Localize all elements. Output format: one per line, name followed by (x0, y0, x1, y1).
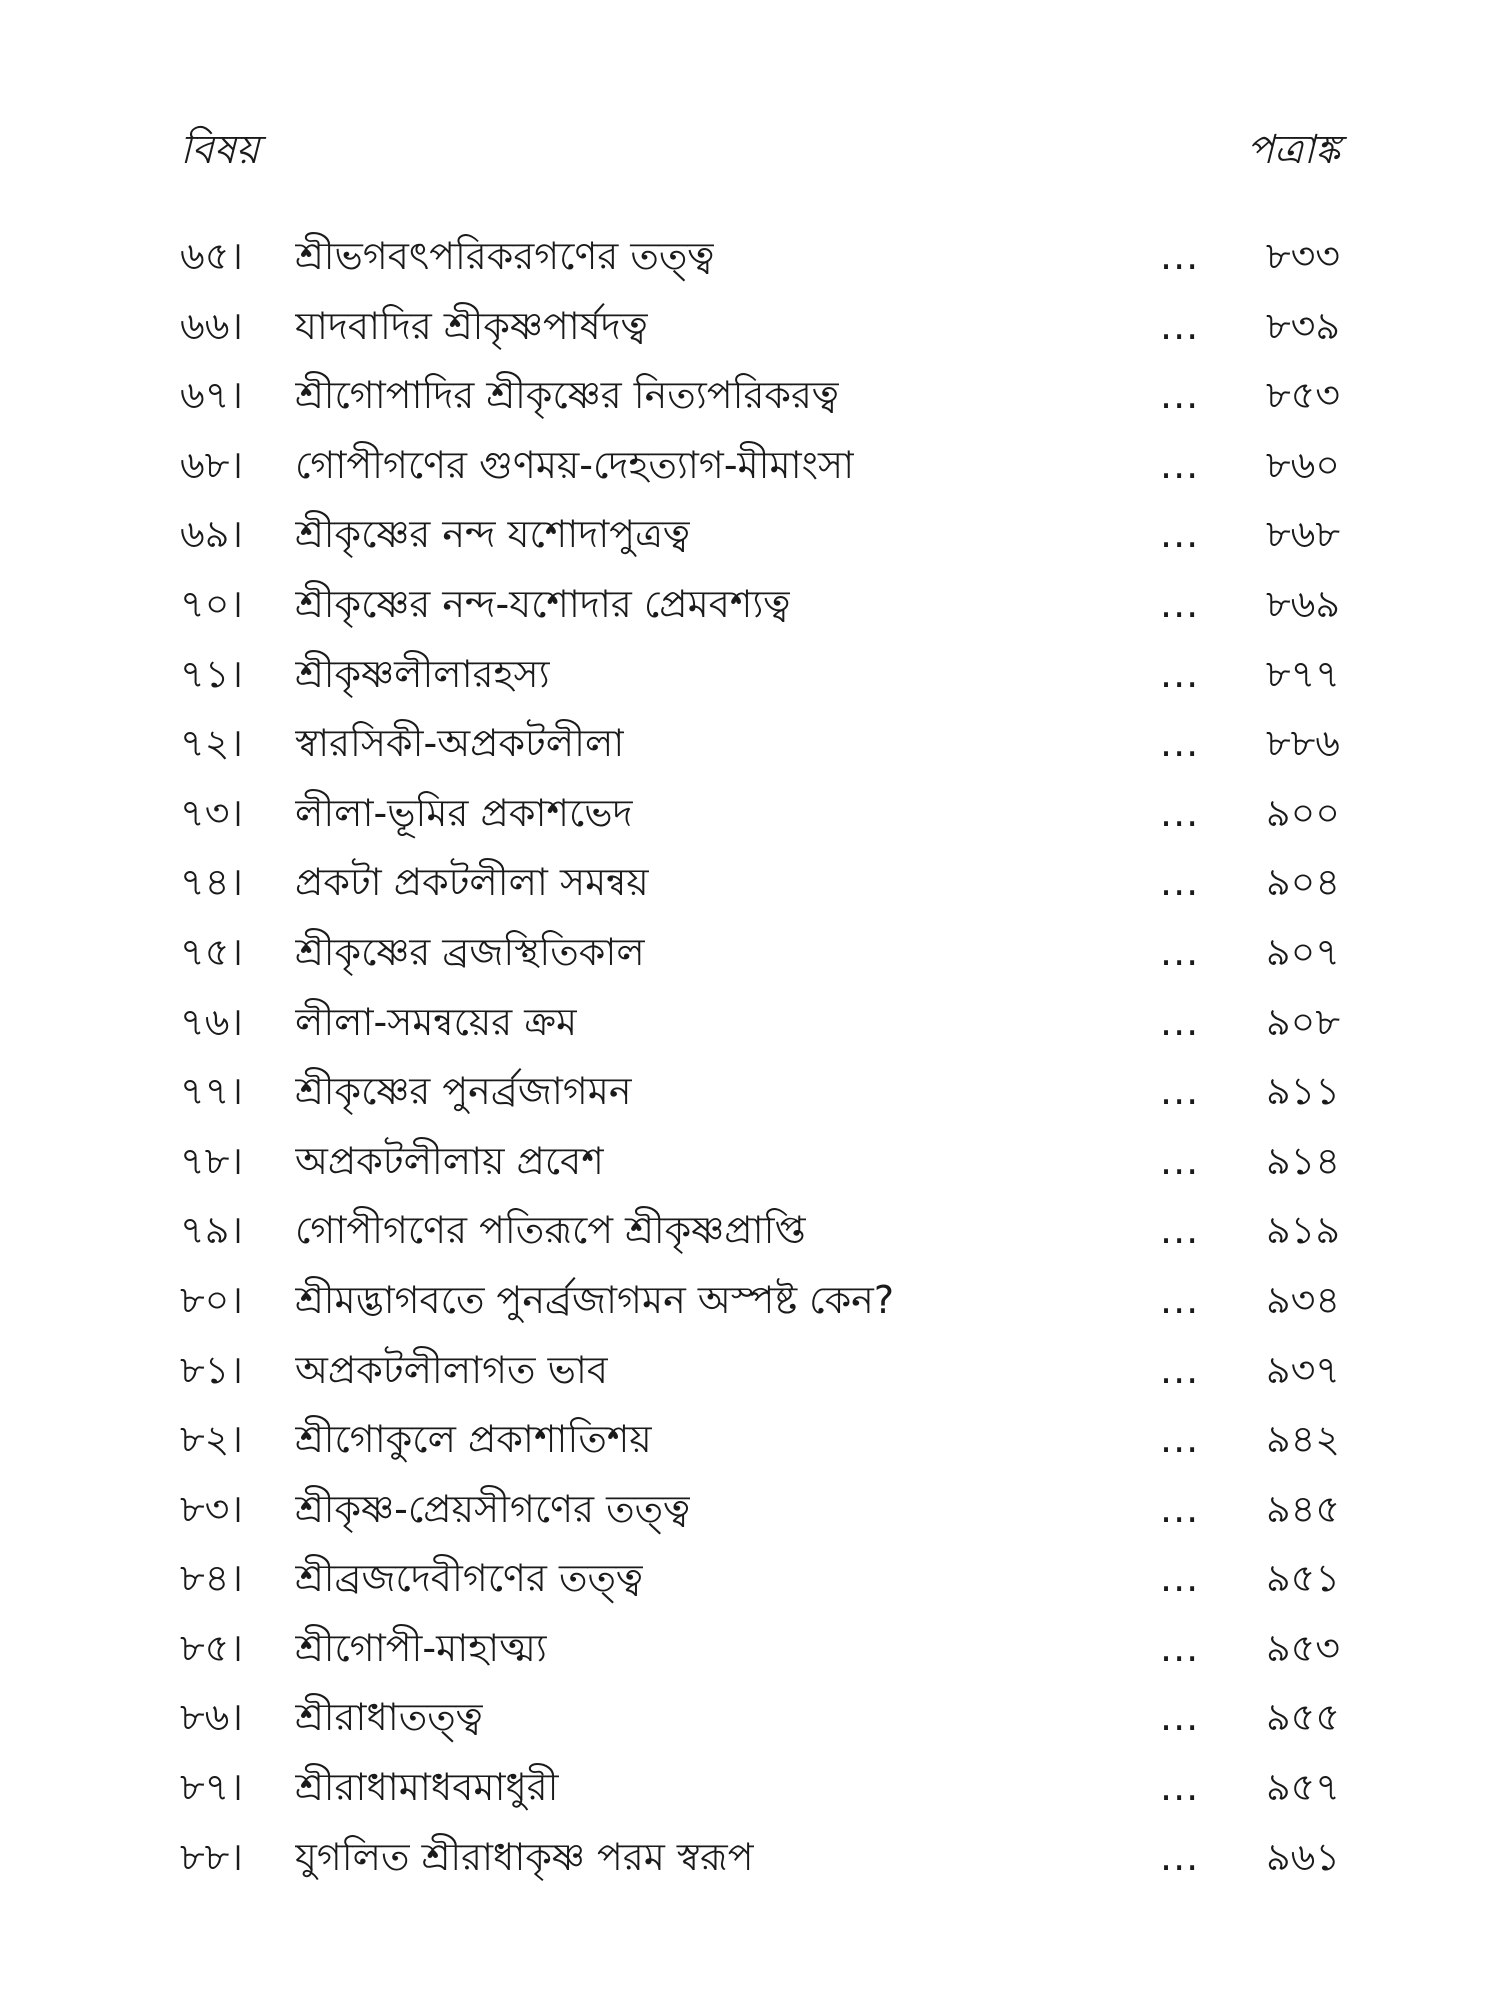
entry-page-number: ৯৩৪ (1265, 1277, 1340, 1322)
entry-page-number: ৮৮৬ (1265, 721, 1340, 766)
entry-leader-dots: ... (1160, 1486, 1200, 1531)
entry-page-number: ৮৬৮ (1265, 512, 1340, 557)
entry-number: ৭৬। (180, 999, 244, 1044)
entry-leader-dots: ... (1160, 1069, 1200, 1114)
toc-entry (180, 709, 1340, 779)
toc-entry (180, 431, 1340, 501)
entry-number: ৭৩। (180, 790, 244, 835)
toc-entry (180, 1823, 1340, 1893)
entry-leader-dots: ... (1160, 929, 1200, 974)
entry-number: ৭৯। (180, 1208, 243, 1253)
entry-leader-dots: ... (1160, 1347, 1200, 1392)
entry-number: ৮৬। (180, 1695, 243, 1740)
entry-leader-dots: ... (1160, 1556, 1200, 1601)
toc-entry (180, 779, 1340, 849)
entry-title: অপ্রকটলীলাগত ভাব (295, 1347, 609, 1392)
entry-leader-dots: ... (1160, 442, 1200, 487)
toc-entry (180, 1614, 1340, 1684)
toc-entry (180, 988, 1340, 1058)
toc-entry (180, 1544, 1340, 1614)
toc-header (180, 118, 1340, 178)
entry-title: অপ্রকটলীলায় প্রবেশ (295, 1138, 604, 1183)
entry-leader-dots: ... (1160, 790, 1200, 835)
entry-title: শ্রীরাধামাধবমাধুরী (295, 1765, 559, 1810)
entry-leader-dots: ... (1160, 1765, 1200, 1810)
entry-leader-dots: ... (1160, 303, 1200, 348)
entry-title: প্রকটা প্রকটলীলা সমন্বয় (295, 860, 649, 905)
entry-page-number: ৯৫৩ (1265, 1625, 1340, 1670)
entry-title: শ্রীগোকুলে প্রকাশাতিশয় (295, 1417, 652, 1462)
toc-entry (180, 1475, 1340, 1545)
toc-entry (180, 570, 1340, 640)
entry-number: ৮৭। (180, 1765, 243, 1810)
entry-number: ৮৩। (180, 1486, 243, 1531)
toc-entry (180, 361, 1340, 431)
entry-title: লীলা-ভূমির প্রকাশভেদ (295, 790, 633, 835)
entry-number: ৬৫। (180, 234, 243, 278)
toc-entry (180, 848, 1340, 918)
entry-title: শ্রীকৃষ্ণের নন্দ যশোদাপুত্রত্ব (295, 512, 691, 557)
entry-number: ৮৪। (180, 1556, 243, 1601)
entry-number: ৭১। (180, 651, 243, 696)
entry-page-number: ৯৪২ (1265, 1417, 1340, 1462)
entry-number: ৭৭। (180, 1069, 244, 1114)
entry-leader-dots: ... (1160, 1417, 1200, 1462)
entry-title: শ্রীব্রজদেবীগণের তত্ত্ব (295, 1556, 644, 1601)
entry-title: শ্রীগোপী-মাহাত্ম্য (295, 1625, 547, 1670)
entry-number: ৬৭। (180, 373, 244, 418)
entry-leader-dots: ... (1160, 234, 1200, 278)
entry-number: ৭৪। (180, 860, 243, 905)
entry-page-number: ৯০৭ (1265, 929, 1340, 974)
toc-entry (180, 222, 1340, 292)
entry-page-number: ৯১৪ (1266, 1138, 1340, 1183)
entry-leader-dots: ... (1160, 1277, 1200, 1322)
toc-entry (180, 500, 1340, 570)
entry-leader-dots: ... (1160, 581, 1200, 626)
entry-title: যুগলিত শ্রীরাধাকৃষ্ণ পরম স্বরূপ (295, 1834, 754, 1879)
toc-entry (180, 918, 1340, 988)
entry-title: শ্রীকৃষ্ণলীলারহস্য (295, 651, 550, 696)
entry-page-number: ৯৬১ (1265, 1834, 1340, 1879)
entry-page-number: ৯৩৭ (1265, 1347, 1340, 1392)
entry-title: শ্রীকৃষ্ণের ব্রজস্থিতিকাল (295, 929, 645, 974)
entry-leader-dots: ... (1160, 1138, 1200, 1183)
entry-number: ৭০। (180, 581, 244, 626)
entry-title: যাদবাদির শ্রীকৃষ্ণপার্ষদত্ব (295, 303, 648, 348)
entry-number: ৬৮। (180, 442, 243, 487)
toc-entry (180, 1405, 1340, 1475)
entry-leader-dots: ... (1160, 373, 1200, 418)
entry-leader-dots: ... (1160, 999, 1200, 1044)
entry-title: লীলা-সমন্বয়ের ক্রম (295, 999, 578, 1044)
toc-entry (180, 1266, 1340, 1336)
entry-title: গোপীগণের গুণময়-দেহত্যাগ-মীমাংসা (295, 442, 855, 487)
entry-page-number: ৮৫৩ (1265, 373, 1340, 418)
subject-heading: বিষয় (180, 127, 260, 173)
entry-page-number: ৮৬০ (1265, 442, 1340, 487)
entry-page-number: ৮৬৯ (1265, 581, 1340, 626)
page-number-heading: পত্রাঙ্ক (1246, 127, 1340, 173)
table-of-contents (180, 222, 1340, 1892)
toc-entry (180, 1753, 1340, 1823)
entry-number: ৮০। (180, 1277, 243, 1322)
entry-title: গোপীগণের পতিরূপে শ্রীকৃষ্ণপ্রাপ্তি (295, 1208, 806, 1253)
entry-leader-dots: ... (1160, 1625, 1200, 1670)
toc-entry (180, 292, 1340, 362)
toc-entry (180, 640, 1340, 710)
entry-number: ৭৫। (180, 929, 243, 974)
entry-leader-dots: ... (1160, 651, 1200, 696)
entry-page-number: ৯০৮ (1265, 999, 1340, 1044)
toc-entry (180, 1683, 1340, 1753)
entry-number: ৭২। (180, 721, 244, 766)
entry-leader-dots: ... (1160, 1208, 1200, 1253)
entry-leader-dots: ... (1160, 721, 1200, 766)
entry-title: শ্রীকৃষ্ণের পুনর্ব্রজাগমন (295, 1069, 632, 1114)
entry-number: ৮৫। (180, 1625, 243, 1670)
entry-title: শ্রীকৃষ্ণের নন্দ-যশোদার প্রেমবশ্যত্ব (295, 581, 791, 626)
entry-title: শ্রীকৃষ্ণ-প্রেয়সীগণের তত্ত্ব (295, 1486, 691, 1531)
entry-leader-dots: ... (1160, 860, 1200, 905)
entry-title: শ্রীভগবৎপরিকরগণের তত্ত্ব (295, 234, 715, 278)
entry-leader-dots: ... (1160, 1834, 1200, 1879)
entry-page-number: ৯৪৫ (1266, 1486, 1340, 1531)
entry-page-number: ৯৫১ (1266, 1556, 1340, 1601)
entry-number: ৬৯। (180, 512, 243, 557)
entry-number: ৮১। (180, 1347, 243, 1392)
entry-page-number: ৯০৪ (1265, 860, 1340, 905)
entry-page-number: ৮৩৯ (1265, 303, 1340, 348)
entry-number: ৮২। (180, 1417, 243, 1462)
entry-page-number: ৮৩৩ (1265, 234, 1340, 278)
entry-title: স্বারসিকী-অপ্রকটলীলা (295, 721, 625, 766)
entry-page-number: ৯৫৭ (1265, 1765, 1340, 1810)
entry-title: শ্রীমদ্ভাগবতে পুনর্ব্রজাগমন অস্পষ্ট কেন? (295, 1277, 895, 1322)
toc-entry (180, 1127, 1340, 1197)
toc-entry (180, 1336, 1340, 1406)
entry-page-number: ৯০০ (1265, 790, 1340, 835)
entry-page-number: ৯১৯ (1266, 1208, 1340, 1253)
entry-title: শ্রীরাধাতত্ত্ব (295, 1695, 483, 1740)
entry-leader-dots: ... (1160, 512, 1200, 557)
entry-page-number: ৮৭৭ (1265, 651, 1340, 696)
entry-number: ৮৮। (180, 1834, 243, 1879)
entry-leader-dots: ... (1160, 1695, 1200, 1740)
entry-number: ৭৮। (180, 1138, 243, 1183)
entry-number: ৬৬। (180, 303, 244, 348)
toc-entry (180, 1196, 1340, 1266)
entry-page-number: ৯৫৫ (1266, 1695, 1340, 1740)
toc-entry (180, 1057, 1340, 1127)
entry-title: শ্রীগোপাদির শ্রীকৃষ্ণের নিত্যপরিকরত্ব (295, 373, 839, 418)
entry-page-number: ৯১১ (1266, 1069, 1340, 1114)
